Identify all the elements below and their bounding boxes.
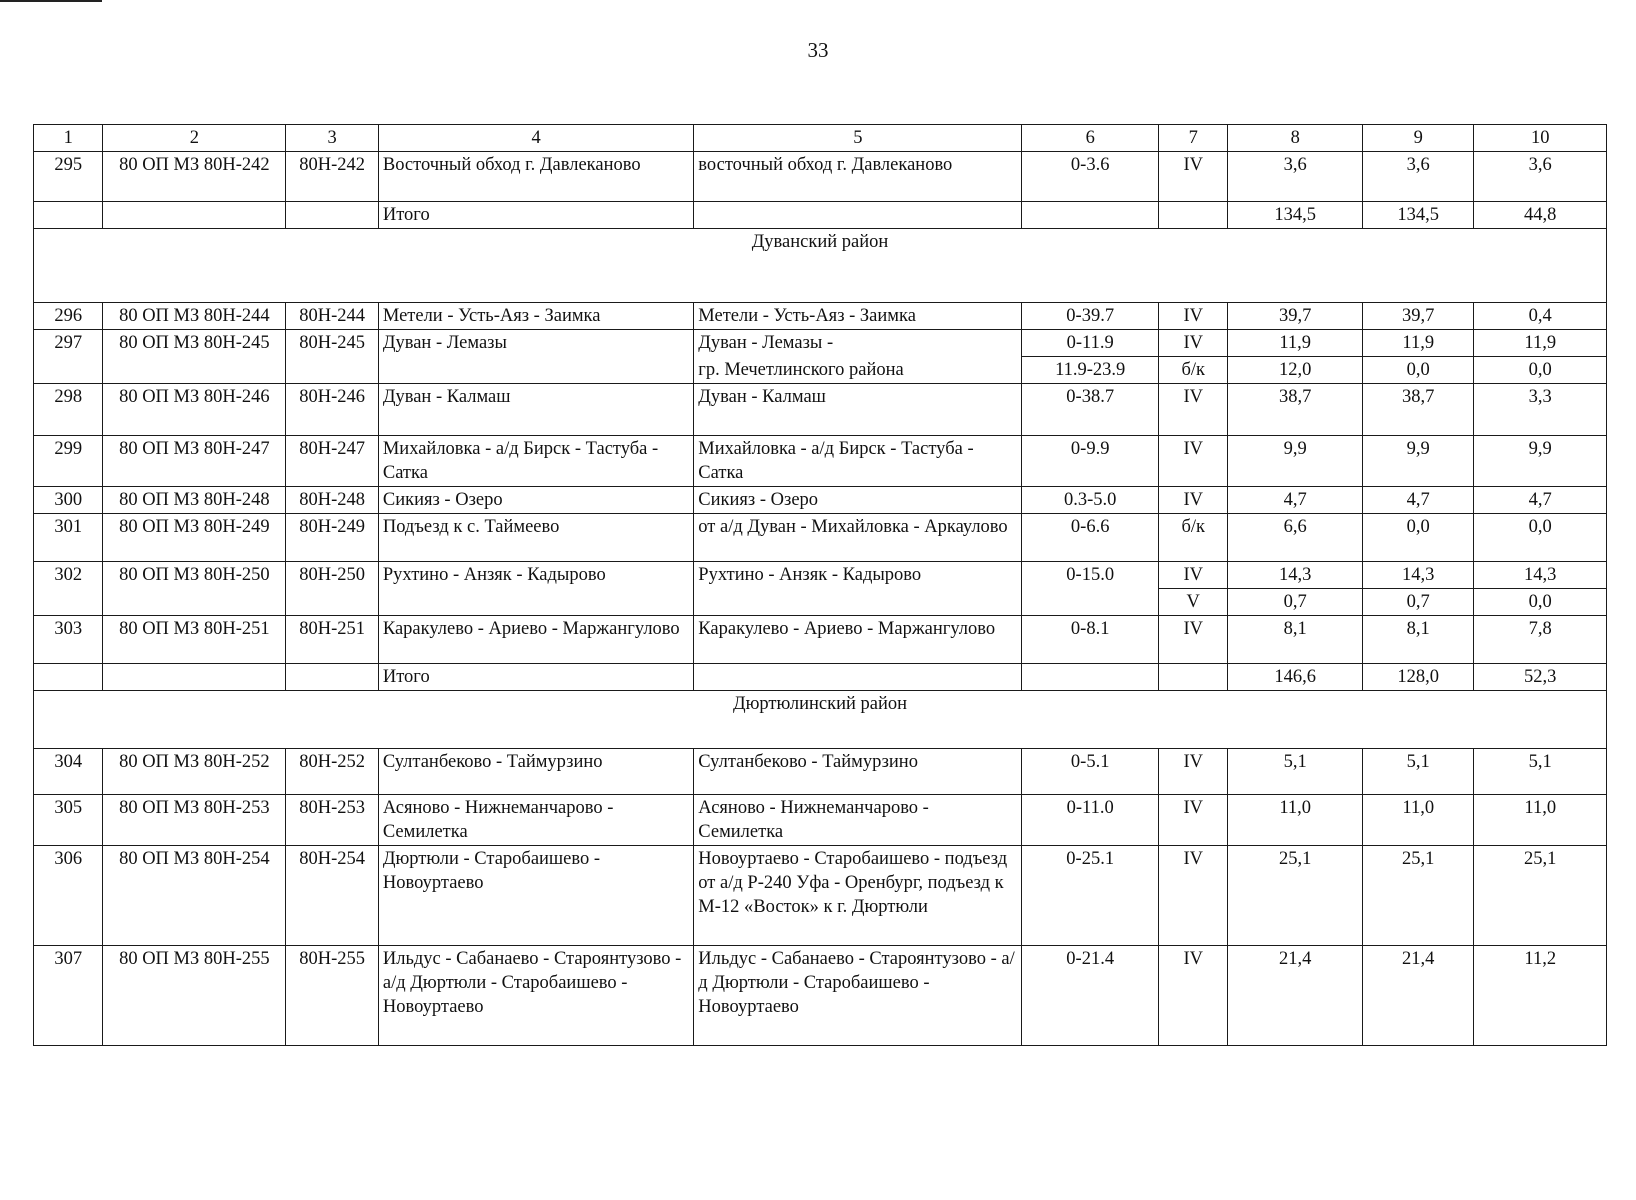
row-number: 296	[34, 303, 103, 330]
road-name: Восточный обход г. Давлеканово	[378, 152, 693, 202]
road-id: 80 ОП МЗ 80Н-250	[103, 562, 286, 616]
km-range: 0-9.9	[1022, 436, 1159, 487]
road-category: V	[1159, 589, 1228, 616]
road-route: от а/д Дуван - Михайловка - Аркаулово	[694, 514, 1022, 562]
total-col10: 52,3	[1474, 664, 1607, 691]
road-id: 80 ОП МЗ 80Н-248	[103, 487, 286, 514]
row-number: 295	[34, 152, 103, 202]
row-number: 299	[34, 436, 103, 487]
value-col8: 4,7	[1228, 487, 1363, 514]
road-route-continued: гр. Мечетлинского района	[694, 357, 1022, 384]
value-col9: 0,0	[1363, 357, 1474, 384]
column-header: 5	[694, 125, 1022, 152]
road-name: Рухтино - Анзяк - Кадырово	[378, 562, 693, 616]
row-number: 307	[34, 946, 103, 1046]
table-row	[34, 616, 1607, 664]
road-category: IV	[1159, 152, 1228, 202]
value-col8: 6,6	[1228, 514, 1363, 562]
value-col9: 3,6	[1363, 152, 1474, 202]
table-row	[34, 487, 1607, 514]
road-route: Дуван - Лемазы -	[694, 330, 1022, 357]
value-col10: 3,3	[1474, 384, 1607, 436]
road-id: 80 ОП МЗ 80Н-242	[103, 152, 286, 202]
value-col8: 11,9	[1228, 330, 1363, 357]
value-col10: 5,1	[1474, 749, 1607, 795]
km-range: 0-3.6	[1022, 152, 1159, 202]
total-col9: 128,0	[1363, 664, 1474, 691]
column-header: 2	[103, 125, 286, 152]
road-id: 80 ОП МЗ 80Н-251	[103, 616, 286, 664]
district-row	[34, 229, 1607, 303]
km-range: 0-5.1	[1022, 749, 1159, 795]
value-col8: 12,0	[1228, 357, 1363, 384]
road-category: IV	[1159, 487, 1228, 514]
value-col10: 3,6	[1474, 152, 1607, 202]
roads-table	[33, 124, 1607, 1046]
road-id: 80 ОП МЗ 80Н-255	[103, 946, 286, 1046]
column-header: 3	[286, 125, 379, 152]
value-col10: 4,7	[1474, 487, 1607, 514]
road-category: б/к	[1159, 514, 1228, 562]
value-col10: 0,0	[1474, 514, 1607, 562]
road-id: 80 ОП МЗ 80Н-254	[103, 846, 286, 946]
value-col9: 25,1	[1363, 846, 1474, 946]
column-header: 4	[378, 125, 693, 152]
row-number: 304	[34, 749, 103, 795]
km-range: 0-11.9	[1022, 330, 1159, 357]
road-short-id: 80Н-245	[286, 330, 379, 384]
row-number: 303	[34, 616, 103, 664]
value-col8: 8,1	[1228, 616, 1363, 664]
value-col8: 5,1	[1228, 749, 1363, 795]
road-category: IV	[1159, 616, 1228, 664]
value-col9: 11,9	[1363, 330, 1474, 357]
column-header: 6	[1022, 125, 1159, 152]
road-id: 80 ОП МЗ 80Н-249	[103, 514, 286, 562]
value-col9: 11,0	[1363, 795, 1474, 846]
column-header: 10	[1474, 125, 1607, 152]
value-col9: 8,1	[1363, 616, 1474, 664]
road-id: 80 ОП МЗ 80Н-246	[103, 384, 286, 436]
value-col10: 9,9	[1474, 436, 1607, 487]
road-route: Дуван - Калмаш	[694, 384, 1022, 436]
km-range: 0-38.7	[1022, 384, 1159, 436]
value-col9: 14,3	[1363, 562, 1474, 589]
total-label: Итого	[378, 202, 693, 229]
total-col8: 134,5	[1228, 202, 1363, 229]
km-range: 0-11.0	[1022, 795, 1159, 846]
value-col8: 11,0	[1228, 795, 1363, 846]
road-name: Дуван - Лемазы	[378, 330, 693, 384]
value-col10: 11,0	[1474, 795, 1607, 846]
km-range: 11.9-23.9	[1022, 357, 1159, 384]
road-id: 80 ОП МЗ 80Н-244	[103, 303, 286, 330]
road-category: IV	[1159, 795, 1228, 846]
road-name: Асяново - Нижнеманчарово - Семилетка	[378, 795, 693, 846]
road-short-id: 80Н-249	[286, 514, 379, 562]
table-row	[34, 795, 1607, 846]
total-col8: 146,6	[1228, 664, 1363, 691]
road-category: IV	[1159, 562, 1228, 589]
value-col10: 11,9	[1474, 330, 1607, 357]
road-category: IV	[1159, 846, 1228, 946]
km-range: 0.3-5.0	[1022, 487, 1159, 514]
road-category: IV	[1159, 436, 1228, 487]
table-row	[34, 303, 1607, 330]
value-col9: 21,4	[1363, 946, 1474, 1046]
road-route: Новоуртаево - Старобаишево - подъезд от а/д Р-240 Уфа - Оренбург, подъезд к М-12 «Восток» к г. Дюртюли	[694, 846, 1022, 946]
value-col8: 38,7	[1228, 384, 1363, 436]
road-name: Михайловка - а/д Бирск - Тастуба - Сатка	[378, 436, 693, 487]
value-col10: 11,2	[1474, 946, 1607, 1046]
table-row	[34, 846, 1607, 946]
column-header: 1	[34, 125, 103, 152]
road-short-id: 80Н-251	[286, 616, 379, 664]
value-col8: 21,4	[1228, 946, 1363, 1046]
road-route: Михайловка - а/д Бирск - Тастуба - Сатка	[694, 436, 1022, 487]
road-route: Рухтино - Анзяк - Кадырово	[694, 562, 1022, 616]
value-col9: 9,9	[1363, 436, 1474, 487]
district-row	[34, 691, 1607, 749]
row-number: 297	[34, 330, 103, 384]
page-number: 33	[807, 38, 829, 62]
value-col10: 25,1	[1474, 846, 1607, 946]
road-short-id: 80Н-246	[286, 384, 379, 436]
value-col9: 0,0	[1363, 514, 1474, 562]
road-name: Ильдус - Сабанаево - Староянтузово - а/д Дюртюли - Старобаишево - Новоуртаево	[378, 946, 693, 1046]
value-col9: 38,7	[1363, 384, 1474, 436]
value-col8: 0,7	[1228, 589, 1363, 616]
table-row	[34, 946, 1607, 1046]
road-category: IV	[1159, 749, 1228, 795]
table-row	[34, 514, 1607, 562]
value-col8: 9,9	[1228, 436, 1363, 487]
row-number: 302	[34, 562, 103, 616]
value-col8: 39,7	[1228, 303, 1363, 330]
road-id: 80 ОП МЗ 80Н-252	[103, 749, 286, 795]
value-col10: 0,4	[1474, 303, 1607, 330]
road-category: IV	[1159, 303, 1228, 330]
road-route: Ильдус - Сабанаево - Староянтузово - а/д Дюртюли - Старобаишево - Новоуртаево	[694, 946, 1022, 1046]
total-col10: 44,8	[1474, 202, 1607, 229]
road-short-id: 80Н-248	[286, 487, 379, 514]
road-short-id: 80Н-244	[286, 303, 379, 330]
km-range: 0-21.4	[1022, 946, 1159, 1046]
table-row	[34, 152, 1607, 202]
value-col10: 7,8	[1474, 616, 1607, 664]
road-short-id: 80Н-254	[286, 846, 379, 946]
row-number: 305	[34, 795, 103, 846]
road-id: 80 ОП МЗ 80Н-253	[103, 795, 286, 846]
road-short-id: 80Н-247	[286, 436, 379, 487]
column-header: 9	[1363, 125, 1474, 152]
table-row	[34, 749, 1607, 795]
row-number: 300	[34, 487, 103, 514]
row-number: 298	[34, 384, 103, 436]
road-category: IV	[1159, 330, 1228, 357]
road-route: восточный обход г. Давлеканово	[694, 152, 1022, 202]
table-header-row	[34, 125, 1607, 152]
value-col8: 14,3	[1228, 562, 1363, 589]
total-col9: 134,5	[1363, 202, 1474, 229]
road-category: IV	[1159, 946, 1228, 1046]
road-name: Дуван - Калмаш	[378, 384, 693, 436]
table-row	[34, 330, 1607, 357]
value-col9: 39,7	[1363, 303, 1474, 330]
road-name: Сикияз - Озеро	[378, 487, 693, 514]
total-row	[34, 202, 1607, 229]
road-id: 80 ОП МЗ 80Н-247	[103, 436, 286, 487]
road-short-id: 80Н-253	[286, 795, 379, 846]
road-short-id: 80Н-242	[286, 152, 379, 202]
value-col9: 5,1	[1363, 749, 1474, 795]
table-row	[34, 436, 1607, 487]
table-row	[34, 562, 1607, 589]
value-col10: 0,0	[1474, 589, 1607, 616]
road-category: IV	[1159, 384, 1228, 436]
road-name: Дюртюли - Старобаишево - Новоуртаево	[378, 846, 693, 946]
road-short-id: 80Н-255	[286, 946, 379, 1046]
km-range: 0-8.1	[1022, 616, 1159, 664]
road-short-id: 80Н-250	[286, 562, 379, 616]
value-col10: 14,3	[1474, 562, 1607, 589]
road-name: Метели - Усть-Аяз - Заимка	[378, 303, 693, 330]
value-col8: 3,6	[1228, 152, 1363, 202]
road-name: Каракулево - Ариево - Маржангулово	[378, 616, 693, 664]
road-route: Сикияз - Озеро	[694, 487, 1022, 514]
road-route: Каракулево - Ариево - Маржангулово	[694, 616, 1022, 664]
road-short-id: 80Н-252	[286, 749, 379, 795]
km-range: 0-25.1	[1022, 846, 1159, 946]
column-header: 8	[1228, 125, 1363, 152]
value-col8: 25,1	[1228, 846, 1363, 946]
road-route: Асяново - Нижнеманчарово - Семилетка	[694, 795, 1022, 846]
road-route: Султанбеково - Таймурзино	[694, 749, 1022, 795]
km-range: 0-15.0	[1022, 562, 1159, 616]
value-col9: 4,7	[1363, 487, 1474, 514]
row-number: 301	[34, 514, 103, 562]
row-number: 306	[34, 846, 103, 946]
road-name: Подъезд к с. Таймеево	[378, 514, 693, 562]
district-title: Дюртюлинский район	[34, 691, 1607, 749]
km-range: 0-6.6	[1022, 514, 1159, 562]
table-row	[34, 384, 1607, 436]
total-label: Итого	[378, 664, 693, 691]
total-row	[34, 664, 1607, 691]
road-category: б/к	[1159, 357, 1228, 384]
value-col9: 0,7	[1363, 589, 1474, 616]
value-col10: 0,0	[1474, 357, 1607, 384]
road-route: Метели - Усть-Аяз - Заимка	[694, 303, 1022, 330]
km-range: 0-39.7	[1022, 303, 1159, 330]
district-title: Дуванский район	[34, 229, 1607, 303]
road-name: Султанбеково - Таймурзино	[378, 749, 693, 795]
scan-edge-mark	[0, 0, 102, 2]
road-id: 80 ОП МЗ 80Н-245	[103, 330, 286, 384]
column-header: 7	[1159, 125, 1228, 152]
